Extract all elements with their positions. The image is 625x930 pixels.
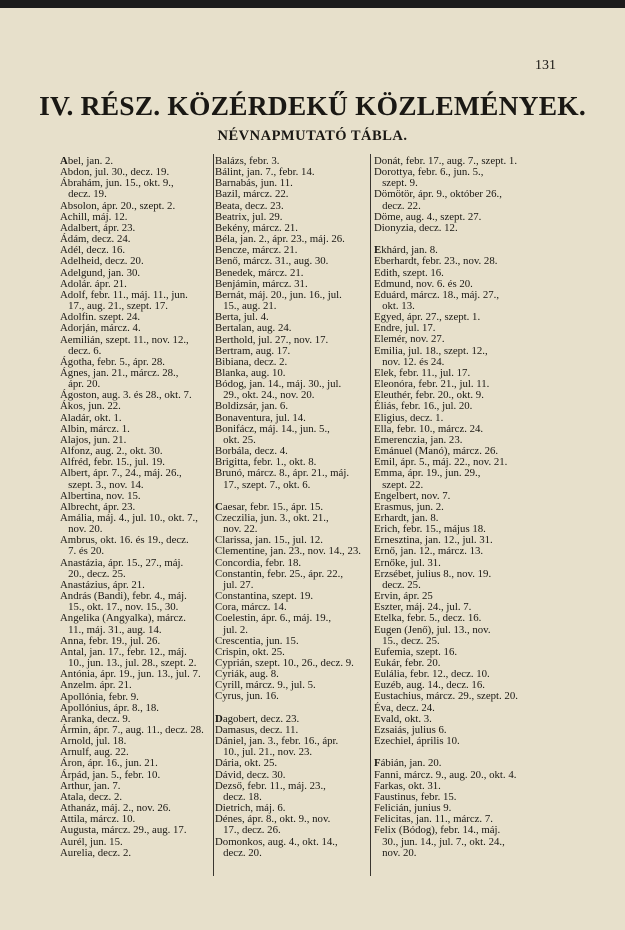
name-entry: Brigitta, febr. 1., okt. 8. <box>215 456 317 469</box>
name-entry: Felicián, junius 9. <box>374 802 452 815</box>
entry-text: ábián, jan. 20. <box>380 757 442 770</box>
name-entry: Antal, jan. 17., febr. 12., máj. <box>60 645 187 658</box>
name-entry: Elemér, nov. 27. <box>374 333 445 346</box>
name-entry: Emil, ápr. 5., máj. 22., nov. 21. <box>374 456 508 469</box>
name-entry: Eustachius, márcz. 29., szept. 20. <box>374 690 518 703</box>
name-entry: Éliás, febr. 16., jul. 20. <box>374 400 473 413</box>
name-entry-continuation: 10., jul. 21., nov. 23. <box>215 746 313 759</box>
name-entry: Anzelm. ápr. 21. <box>60 679 132 692</box>
name-entry: Cyrus, jun. 16. <box>215 690 279 703</box>
name-entry: Ella, febr. 10., márcz. 24. <box>374 422 484 435</box>
name-entry: Benedek, márcz. 21. <box>215 266 304 279</box>
name-entry: Aurél, jun. 15. <box>60 835 123 848</box>
name-entry: Donát, febr. 17., aug. 7., szept. 1. <box>374 155 518 167</box>
name-entry: Adelgund, jan. 30. <box>60 266 141 279</box>
name-entry: Arnulf, aug. 22. <box>60 746 129 759</box>
name-entry: Áron, ápr. 16., jun. 21. <box>60 757 158 770</box>
name-entry: Ádám, decz. 24. <box>60 233 131 246</box>
name-entry: Erhardt, jan. 8. <box>374 511 439 524</box>
name-entry: Erich, febr. 15., május 18. <box>374 523 486 536</box>
name-entry: Atala, decz. 2. <box>60 790 123 803</box>
name-entry-continuation: 15., okt. 17., nov. 15., 30. <box>60 601 179 614</box>
name-entry: Achill, máj. 12. <box>60 210 128 223</box>
name-entry-continuation: nov. 20. <box>60 523 103 536</box>
name-entry: Eulália, febr. 12., decz. 10. <box>374 668 490 681</box>
table-subtitle: NÉVNAPMUTATÓ TÁBLA. <box>217 128 408 144</box>
name-entry: Blanka, aug. 10. <box>215 366 286 379</box>
name-entry: Bazil, márcz. 22. <box>215 188 289 201</box>
name-entry-continuation: okt. 25. <box>215 433 256 446</box>
name-entry: Alfréd, febr. 15., jul. 19. <box>60 456 165 469</box>
name-entry-continuation: decz. 18. <box>215 790 262 803</box>
name-entry: Farkas, okt. 31. <box>374 779 441 792</box>
name-entry: Apollónius, ápr. 8., 18. <box>60 701 159 714</box>
name-entry: Abdon, jul. 30., decz. 19. <box>60 166 170 179</box>
name-entry: Felix (Bódog), febr. 14., máj. <box>374 824 501 837</box>
name-entry-continuation: 15., aug. 21. <box>215 300 277 313</box>
name-entry-continuation: decz. 25. <box>374 578 421 591</box>
name-entry: Eligius, decz. 1. <box>374 411 444 424</box>
name-entry-continuation: jul. 2. <box>215 623 248 636</box>
name-entry: Bencze, márcz. 21. <box>215 244 298 257</box>
name-entry: Adolf, febr. 11., máj. 11., jun. <box>60 288 188 301</box>
letter-initial: E <box>374 244 382 257</box>
name-entry: Benő, márcz. 31., aug. 30. <box>215 255 329 268</box>
name-entry: Bertram, aug. 17. <box>215 344 291 357</box>
name-entry: Adalbert, ápr. 23. <box>60 221 136 234</box>
name-entry: Erasmus, jun. 2. <box>374 500 444 513</box>
name-entry: Emilia, jul. 18., szept. 12., <box>374 344 488 357</box>
name-entry: Damasus, decz. 11. <box>215 723 299 736</box>
name-entry: Albrecht, ápr. 23. <box>60 500 136 513</box>
name-entry: Bernát, máj. 20., jun. 16., jul. <box>215 288 342 301</box>
name-entry: Dorottya, febr. 6., jun. 5., <box>374 166 484 179</box>
name-entry: Eleuthér, febr. 20., okt. 9. <box>374 389 484 402</box>
name-entry-continuation: ápr. 20. <box>60 378 101 391</box>
name-entry: Aurelia, decz. 2. <box>60 846 132 859</box>
name-entry-continuation: 10., jun. 13., jul. 28., szept. 2. <box>60 657 197 670</box>
name-entry: Erzsébet, julius 8., nov. 19. <box>374 567 492 580</box>
name-entry: Dániel, jan. 3., febr. 16., ápr. <box>215 735 339 748</box>
name-entry: Dionyzia, decz. 12. <box>374 221 458 234</box>
entry-text: agobert, decz. 23. <box>222 712 300 725</box>
name-entry: Berthold, jul. 27., nov. 17. <box>215 333 329 346</box>
letter-initial: A <box>60 155 68 167</box>
name-entry: Eszter, máj. 24., jul. 7. <box>374 601 472 614</box>
name-entry: Engelbert, nov. 7. <box>374 489 451 502</box>
name-entry: Anastázia, ápr. 15., 27., máj. <box>60 556 184 569</box>
name-entry: Clementine, jan. 23., nov. 14., 23. <box>215 545 361 558</box>
name-entry: Adolár. ápr. 21. <box>60 277 127 290</box>
name-entry: Bonaventura, jul. 14. <box>215 411 306 424</box>
name-entry: Ágnes, jan. 21., márcz. 28., <box>60 366 179 379</box>
name-entry: Aranka, decz. 9. <box>60 712 131 725</box>
name-entry: Bódog, jan. 14., máj. 30., jul. <box>215 378 342 391</box>
name-entry: Faustinus, febr. 15. <box>374 790 457 803</box>
section-title: IV. RÉSZ. KÖZÉRDEKŰ KÖZLEMÉNYEK. <box>39 90 586 121</box>
name-entry: Boldizsár, jan. 6. <box>215 400 289 413</box>
name-entry: Angelika (Angyalka), márcz. <box>60 612 186 625</box>
name-entry: Domonkos, aug. 4., okt. 14., <box>215 835 338 848</box>
name-entry: Beata, decz. 23. <box>215 199 284 212</box>
name-entry: Dária, okt. 25. <box>215 757 278 770</box>
column-divider <box>370 154 371 876</box>
name-entry: Arnold, jul. 18. <box>60 735 127 748</box>
entry-text: bel, jan. 2. <box>67 155 114 167</box>
name-entry: Dömötör, ápr. 9., október 26., <box>374 188 502 201</box>
name-entry: Ármin, ápr. 7., aug. 11., decz. 28. <box>60 723 204 736</box>
letter-initial: C <box>215 500 223 513</box>
name-entry: Absolon, ápr. 20., szept. 2. <box>60 199 176 212</box>
name-entry-continuation: decz. 19. <box>60 188 107 201</box>
name-entry-continuation: nov. 12. és 24. <box>374 355 445 368</box>
name-entry: Evald, okt. 3. <box>374 712 432 725</box>
name-entry-continuation: 17., decz. 26. <box>215 824 281 837</box>
name-entry: Etelka, febr. 5., decz. 16. <box>374 612 482 625</box>
name-column-3 <box>374 156 530 859</box>
name-entry: Ernő, jan. 12., márcz. 13. <box>374 545 484 558</box>
name-entry-continuation: szept. 22. <box>374 478 424 491</box>
name-entry: Alajos, jun. 21. <box>60 433 127 446</box>
name-entry: Berta, jul. 4. <box>215 311 269 324</box>
name-entry: Concordia, febr. 18. <box>215 556 302 569</box>
name-entry: Clarissa, jan. 15., jul. 12. <box>215 534 323 547</box>
name-entry: Albertina, nov. 15. <box>60 489 141 502</box>
name-entry: Augusta, márcz. 29., aug. 17. <box>60 824 187 837</box>
name-entry: Bertalan, aug. 24. <box>215 322 292 335</box>
name-entry: Eufemia, szept. 16. <box>374 645 458 658</box>
name-entry-continuation: nov. 20. <box>374 846 417 859</box>
name-entry: Ernőke, jul. 31. <box>374 556 441 569</box>
name-entry: Fanni, márcz. 9., aug. 20., okt. 4. <box>374 768 517 781</box>
name-entry-continuation: szept. 3., nov. 14. <box>60 478 144 491</box>
name-entry: Amália, máj. 4., jul. 10., okt. 7., <box>60 512 198 524</box>
name-entry: Árpád, jan. 5., febr. 10. <box>60 768 161 781</box>
name-entry: Eleonóra, febr. 21., jul. 11. <box>374 378 490 391</box>
name-column-2 <box>215 156 369 859</box>
name-entry: Constantina, szept. 19. <box>215 590 314 603</box>
name-entry: Ezsaiás, julius 6. <box>374 723 447 736</box>
name-entry: Albin, márcz. 1. <box>60 422 130 435</box>
name-entry: Eduárd, márcz. 18., máj. 27., <box>374 288 500 301</box>
name-entry: Egyed, ápr. 27., szept. 1. <box>374 311 481 324</box>
name-entry: Crispin, okt. 25. <box>215 645 285 658</box>
name-entry: Cyprián, szept. 10., 26., decz. 9. <box>215 657 354 670</box>
name-entry: Emerenczia, jan. 23. <box>374 433 463 446</box>
name-entry: Edith, szept. 16. <box>374 266 444 279</box>
name-entry: Adolfin. szept. 24. <box>60 311 141 324</box>
name-entry: Éva, decz. 24. <box>374 701 435 714</box>
name-entry: Eugen (Jenő), jul. 13., nov. <box>374 623 491 636</box>
name-entry-continuation: decz. 20. <box>215 846 262 859</box>
name-entry-continuation: 20., decz. 25. <box>60 567 126 580</box>
name-entry: Borbála, decz. 4. <box>215 445 288 458</box>
name-entry: Ernesztina, jan. 12., jul. 31. <box>374 534 493 547</box>
name-entry: Balázs, febr. 3. <box>215 155 280 167</box>
name-entry: Elek, febr. 11., jul. 17. <box>374 366 471 379</box>
name-entry: Adél, decz. 16. <box>60 244 126 257</box>
name-entry <box>374 758 530 769</box>
name-entry: Adorján, márcz. 4. <box>60 322 141 335</box>
name-entry: Albert, ápr. 7., 24., máj. 26., <box>60 467 182 480</box>
name-entry: Ábrahám, jun. 15., okt. 9., <box>60 177 174 190</box>
name-entry: Antónia, ápr. 19., jun. 13., jul. 7. <box>60 668 201 681</box>
name-entry-continuation: 29., okt. 24., nov. 20. <box>215 389 315 402</box>
column-divider <box>213 154 214 876</box>
name-entry-continuation: 11., máj. 31., aug. 14. <box>60 623 162 636</box>
name-entry: Athanáz, máj. 2., nov. 26. <box>60 802 171 815</box>
name-entry: Ezechiel, április 10. <box>374 735 460 748</box>
name-entry: Dezső, febr. 11., máj. 23., <box>215 779 326 792</box>
name-entry: Emánuel (Manó), márcz. 26. <box>374 445 499 458</box>
name-entry: Constantin, febr. 25., ápr. 22., <box>215 567 344 580</box>
name-entry-continuation: szept. 9. <box>374 177 418 190</box>
name-entry: Czeczilia, jun. 3., okt. 21., <box>215 511 329 524</box>
name-entry: Beatrix, jul. 29. <box>215 210 283 223</box>
name-entry-continuation: 7. és 20. <box>60 545 105 558</box>
entry-text: khárd, jan. 8. <box>381 244 438 257</box>
name-entry: Arthur, jan. 7. <box>60 779 121 792</box>
name-entry: Anna, febr. 19., jul. 26. <box>60 634 161 647</box>
name-entry: Dénes, ápr. 8., okt. 9., nov. <box>215 813 331 826</box>
name-entry-continuation: decz. 6. <box>60 344 102 357</box>
name-entry: Béla, jan. 2., ápr. 23., máj. 26. <box>215 233 345 246</box>
name-entry: Attila, márcz. 10. <box>60 813 136 826</box>
name-entry: Dietrich, máj. 6. <box>215 802 286 815</box>
name-entry: Aemilián, szept. 11., nov. 12., <box>60 333 189 346</box>
letter-initial: D <box>215 712 223 725</box>
name-entry-continuation: 17., szept. 7., okt. 6. <box>215 478 311 491</box>
name-entry: Anastázius, ápr. 21. <box>60 578 145 591</box>
name-entry: Eberhardt, febr. 23., nov. 28. <box>374 255 498 268</box>
name-entry: Ákos, jun. 22. <box>60 400 121 413</box>
letter-initial: F <box>374 757 381 770</box>
page-number: 131 <box>535 58 556 73</box>
name-entry: Ágoston, aug. 3. és 28., okt. 7. <box>60 389 192 402</box>
name-entry: Ágotha, febr. 5., ápr. 28. <box>60 355 165 368</box>
name-entry: Endre, jul. 17. <box>374 322 436 335</box>
name-entry: Bekény, márcz. 21. <box>215 221 298 234</box>
name-entry: Bálint, jan. 7., febr. 14. <box>215 166 315 179</box>
name-entry: Eukár, febr. 20. <box>374 657 441 670</box>
name-entry: Cyriák, aug. 8. <box>215 668 279 681</box>
name-entry: Cyrill, márcz. 9., jul. 5. <box>215 679 316 692</box>
name-entry: Aladár, okt. 1. <box>60 411 122 424</box>
name-entry: Ervin, ápr. 25 <box>374 590 433 603</box>
name-entry: Euzéb, aug. 14., decz. 16. <box>374 679 485 692</box>
name-entry: András (Bandi), febr. 4., máj. <box>60 590 187 603</box>
name-entry: Döme, aug. 4., szept. 27. <box>374 210 482 223</box>
name-entry: Crescentia, jun. 15. <box>215 634 299 647</box>
name-entry: Edmund, nov. 6. és 20. <box>374 277 473 290</box>
name-column-1 <box>60 156 212 859</box>
name-entry: Cora, márcz. 14. <box>215 601 287 614</box>
name-entry-continuation: 30., jun. 14., jul. 7., okt. 24., <box>374 835 505 848</box>
name-entry-continuation: 15., decz. 25. <box>374 634 440 647</box>
name-entry: Dávid, decz. 30. <box>215 768 286 781</box>
name-entry: Bibiana, decz. 2. <box>215 355 288 368</box>
name-entry: Adelheid, decz. 20. <box>60 255 144 268</box>
name-entry: Ambrus, okt. 16. és 19., decz. <box>60 534 189 547</box>
name-entry: Barnabás, jun. 11. <box>215 177 293 190</box>
name-entry-continuation: nov. 22. <box>215 523 258 536</box>
name-entry-continuation: jul. 27. <box>215 578 254 591</box>
entry-text: aesar, febr. 15., ápr. 15. <box>222 500 324 513</box>
top-border <box>0 0 625 8</box>
name-entry-continuation: 17., aug. 21., szept. 17. <box>60 300 168 313</box>
name-entry: Felicitas, jan. 11., márcz. 7. <box>374 813 493 826</box>
name-entry: Emma, ápr. 19., jun. 29., <box>374 467 481 480</box>
name-entry: Alfonz, aug. 2., okt. 30. <box>60 445 163 458</box>
name-entry: Benjámin, márcz. 31. <box>215 277 308 290</box>
name-entry-continuation: decz. 22. <box>374 199 421 212</box>
name-entry: Bonifácz, máj. 14., jun. 5., <box>215 422 330 435</box>
name-entry: Brunó, márcz. 8., ápr. 21., máj. <box>215 467 350 480</box>
name-entry: Apollónia, febr. 9. <box>60 690 139 703</box>
name-entry: Coelestin, ápr. 6., máj. 19., <box>215 612 332 625</box>
name-entry-continuation: okt. 13. <box>374 300 415 313</box>
